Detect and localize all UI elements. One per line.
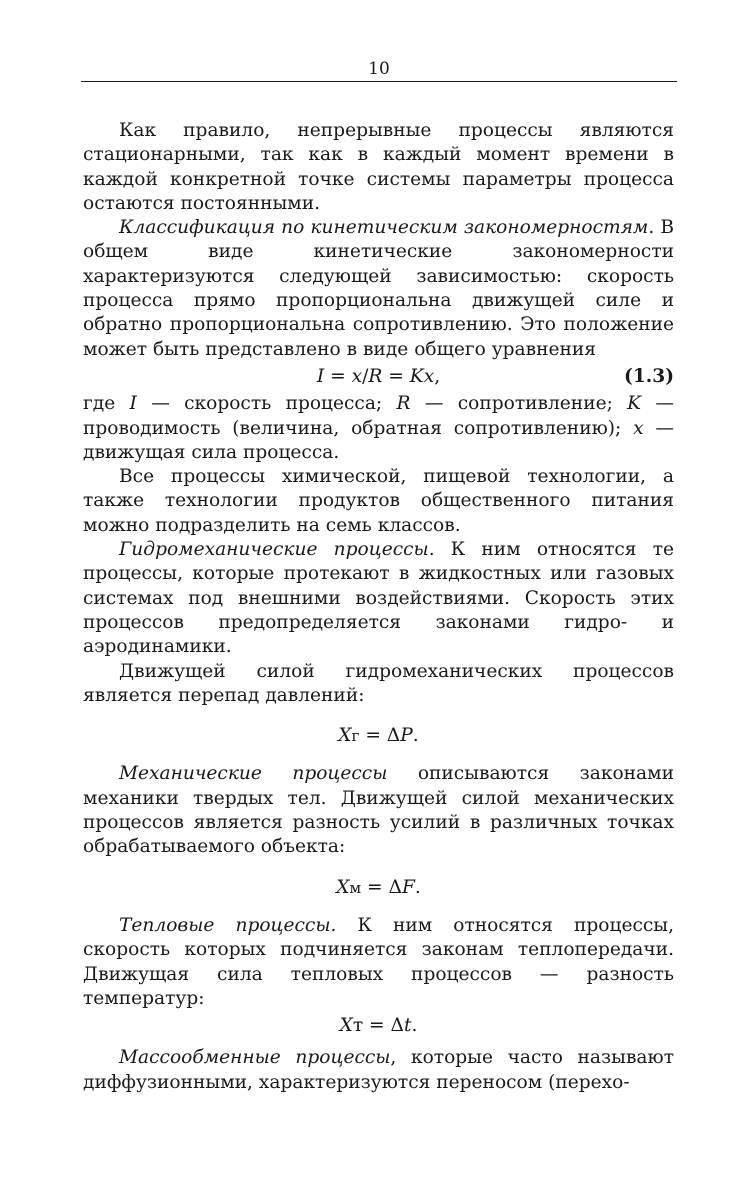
eq-comma: , — [434, 365, 441, 387]
eq-var-x: x — [423, 365, 435, 387]
hydromechanical-heading: Гидромеханические процессы — [119, 539, 429, 561]
eq-var-f: F — [401, 876, 415, 898]
eq-delta: = Δ — [363, 1015, 404, 1037]
paragraph-mass-transfer — [83, 1046, 674, 1095]
hydromechanical-text: . К ним относятся те процессы, которые протекают в жидкостных или газовых системах под внешними воздействиями. Скорость этих процессов предопределяется законами гидро- и аэродинамики. — [83, 539, 674, 658]
equation-pressure-formula — [83, 724, 674, 748]
where-var-r: R — [396, 393, 411, 415]
where-text: — скорость процесса; — [136, 393, 397, 415]
equation-force — [83, 876, 674, 900]
equation-number: (1.3) — [624, 365, 674, 387]
eq-period: . — [414, 876, 421, 898]
eq-equals: = — [382, 365, 410, 387]
eq-var-k: K — [409, 365, 424, 387]
mass-transfer-text: , которые часто называют диффузионными, характеризуются переносом (перехо- — [83, 1047, 674, 1093]
mechanical-heading: Механические процессы — [119, 763, 388, 785]
paragraph-thermal — [83, 914, 674, 1011]
paragraph-hydromechanical — [83, 538, 674, 659]
kinetic-classification-text: . В общем виде кинетические закономерности характеризуются следующей зависимостью: скорость процесса прямо пропорциональна движущей силе и обратно пропорциональна сопротивлению. Это положение может быть представлено в виде общего уравнения — [83, 217, 674, 360]
where-var-x: x — [633, 417, 644, 439]
eq-var-i: I — [316, 365, 325, 387]
mechanical-text: описываются законами механики твердых тел. Движущей силой механических процессов является разность усилий в различных точках обрабатываемого объекта: — [83, 763, 674, 858]
where-text: — сопротивление; — [410, 393, 628, 415]
eq-period: . — [412, 725, 419, 747]
eq-var-t: t — [403, 1015, 412, 1037]
eq-delta: = Δ — [361, 876, 402, 898]
eq-var-x: X — [338, 725, 352, 747]
equation-pressure — [83, 724, 674, 748]
where-text: — проводимость (величина, обратная сопротивлению); — [83, 393, 674, 439]
thermal-heading: Тепловые процессы — [119, 914, 331, 936]
kinetic-classification-heading: Классификация по кинетическим закономерностям — [119, 217, 649, 239]
eq-subscript: г — [351, 727, 360, 746]
header-rule — [81, 81, 677, 82]
equation-temperature — [83, 1014, 674, 1038]
mass-transfer-heading: Массообменные процессы — [119, 1047, 391, 1069]
eq-subscript: т — [352, 1015, 364, 1037]
eq-delta: = Δ — [359, 725, 401, 747]
paragraph-continuous-processes: Как правило, непрерывные процессы являются стационарными, так как в каждый момент времени в каждой конкретной точке системы параметры процесса остаются постоянными. — [83, 120, 674, 214]
eq-subscript: м — [349, 878, 362, 897]
eq-equals: = — [324, 365, 352, 387]
eq-var-p: P — [400, 725, 413, 747]
equation-1-3-formula — [83, 365, 674, 389]
paragraph-seven-classes: Все процессы химической, пищевой технологии, а также технологии продуктов общественного питания можно подразделить на семь классов. — [83, 466, 674, 536]
eq-var-x: x — [351, 365, 363, 387]
paragraph-where — [83, 392, 674, 465]
paragraph-mechanical — [83, 762, 674, 859]
eq-slash: / — [362, 365, 369, 387]
eq-var-x: X — [339, 1015, 353, 1037]
eq-period: . — [411, 1015, 418, 1037]
where-var-i: I — [129, 393, 137, 415]
paragraph-kinetic-classification — [83, 216, 674, 362]
eq-var-r: R — [368, 365, 383, 387]
where-text: где — [83, 393, 130, 415]
eq-var-x: X — [336, 876, 350, 898]
equation-force-formula — [83, 876, 674, 900]
paragraph-pressure-drop: Движущей силой гидромеханических процессов является перепад давлений: — [83, 660, 674, 706]
thermal-text: . К ним относятся процессы, скорость которых подчиняется законам теплопередачи. Движущая сила тепловых процессов — разность температур: — [83, 914, 674, 1009]
equation-temperature-formula — [83, 1014, 674, 1038]
page-body — [83, 119, 674, 1095]
where-text: — движущая сила процесса. — [83, 417, 675, 463]
where-var-k: K — [627, 393, 642, 415]
equation-1-3 — [83, 365, 674, 389]
page-number: 10 — [368, 59, 390, 79]
